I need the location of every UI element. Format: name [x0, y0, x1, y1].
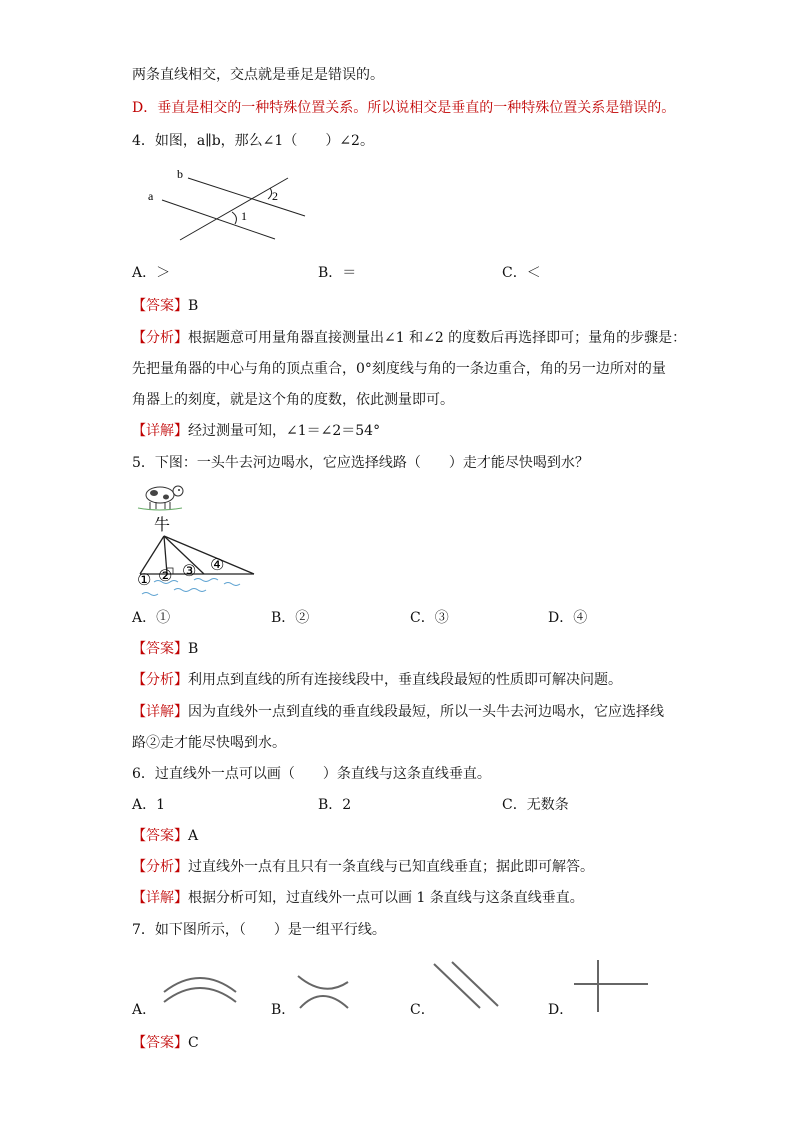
q5-option-a: A．①	[132, 610, 171, 626]
angle-1-arc	[232, 212, 236, 224]
transversal	[180, 178, 288, 240]
detail-tag: 【详解】	[132, 704, 188, 720]
q5-detail-cont: 路②走才能尽快喝到水。	[132, 735, 286, 751]
q6-option-b: B．2	[318, 797, 352, 813]
q6-answer	[132, 827, 198, 845]
cow-icon	[138, 486, 183, 510]
q5-detail	[132, 703, 664, 721]
q7-figure-d-perpendicular-lines	[572, 958, 650, 1014]
q7-figure-a-curves	[160, 970, 240, 1015]
detail-text: 经过测量可知，∠1＝∠2＝54°	[188, 423, 381, 439]
q7-option-b: B．	[271, 1002, 296, 1018]
answer-value: C	[188, 1035, 199, 1051]
q4-option-a: A．＞	[132, 265, 171, 281]
q4-option-c: C．＜	[502, 265, 541, 281]
q4-option-b: B．＝	[318, 265, 357, 281]
q7-answer	[132, 1034, 199, 1052]
q7-option-a: A．	[132, 1002, 157, 1018]
text-line: 两条直线相交，交点就是垂足是错误的。	[132, 67, 384, 83]
route-3-label: ③	[182, 561, 197, 580]
label-a: a	[148, 189, 154, 203]
route-2-label: ②	[158, 566, 173, 585]
cow-label: 牛	[154, 515, 171, 534]
answer-tag: 【答案】	[132, 828, 188, 844]
q7-option-c: C．	[410, 1002, 435, 1018]
q7-figure-b-curves	[296, 972, 354, 1016]
q5-analysis	[132, 671, 622, 689]
q5-option-d: D．④	[548, 610, 588, 626]
q5-cow-river-figure	[134, 478, 259, 600]
answer-tag: 【答案】	[132, 298, 188, 314]
q7-option-d: D．	[548, 1002, 574, 1018]
analysis-text: 过直线外一点有且只有一条直线与已知直线垂直；据此即可解答。	[188, 859, 594, 875]
question-5: 5．下图：一头牛去河边喝水，它应选择线路（ ）走才能尽快喝到水？	[132, 455, 589, 471]
q5-option-b: B．②	[271, 610, 310, 626]
q4-answer	[132, 297, 198, 315]
option-d-explanation: D．垂直是相交的一种特殊位置关系。所以说相交是垂直的一种特殊位置关系是错误的。	[132, 100, 676, 116]
q5-option-c: C．③	[410, 610, 449, 626]
q4-analysis-cont-2: 角器上的刻度，就是这个角的度数，依此测量即可。	[132, 392, 454, 408]
q6-detail	[132, 889, 584, 907]
detail-tag: 【详解】	[132, 423, 188, 439]
answer-value: B	[188, 641, 199, 657]
answer-value: B	[188, 298, 199, 314]
q4-detail	[132, 422, 380, 440]
answer-tag: 【答案】	[132, 641, 188, 657]
route-1-label: ①	[137, 570, 152, 589]
line-a	[162, 200, 275, 239]
q6-option-c: C．无数条	[502, 797, 569, 813]
q6-analysis	[132, 858, 594, 876]
q7-figure-c-parallel-lines	[430, 960, 502, 1012]
answer-tag: 【答案】	[132, 1035, 188, 1051]
analysis-tag: 【分析】	[132, 859, 188, 875]
question-6: 6．过直线外一点可以画（ ）条直线与这条直线垂直。	[132, 766, 491, 782]
label-b: b	[177, 167, 183, 181]
detail-text: 因为直线外一点到直线的垂直线段最短，所以一头牛去河边喝水，它应选择线	[188, 704, 664, 720]
label-2: 2	[272, 189, 278, 203]
q5-answer	[132, 640, 198, 658]
analysis-text: 利用点到直线的所有连接线段中，垂直线段最短的性质即可解决问题。	[188, 672, 622, 688]
analysis-text: 根据题意可用量角器直接测量出∠1 和∠2 的度数后再选择即可；量角的步骤是：	[188, 330, 687, 346]
detail-text: 根据分析可知，过直线外一点可以画 1 条直线与这条直线垂直。	[188, 890, 584, 906]
question-7: 7．如下图所示，（ ）是一组平行线。	[132, 922, 386, 938]
q4-parallel-lines-figure	[140, 160, 315, 245]
q4-analysis-cont-1: 先把量角器的中心与角的顶点重合，0°刻度线与角的一条边重合，角的另一边所对的量	[132, 361, 666, 377]
analysis-tag: 【分析】	[132, 672, 188, 688]
question-4: 4．如图，a∥b，那么∠1（ ）∠2。	[132, 133, 374, 149]
route-4-label: ④	[210, 555, 225, 574]
detail-tag: 【详解】	[132, 890, 188, 906]
label-1: 1	[241, 209, 247, 223]
analysis-tag: 【分析】	[132, 330, 188, 346]
q4-analysis	[132, 329, 686, 347]
q6-option-a: A．1	[132, 797, 166, 813]
answer-value: A	[188, 828, 199, 844]
